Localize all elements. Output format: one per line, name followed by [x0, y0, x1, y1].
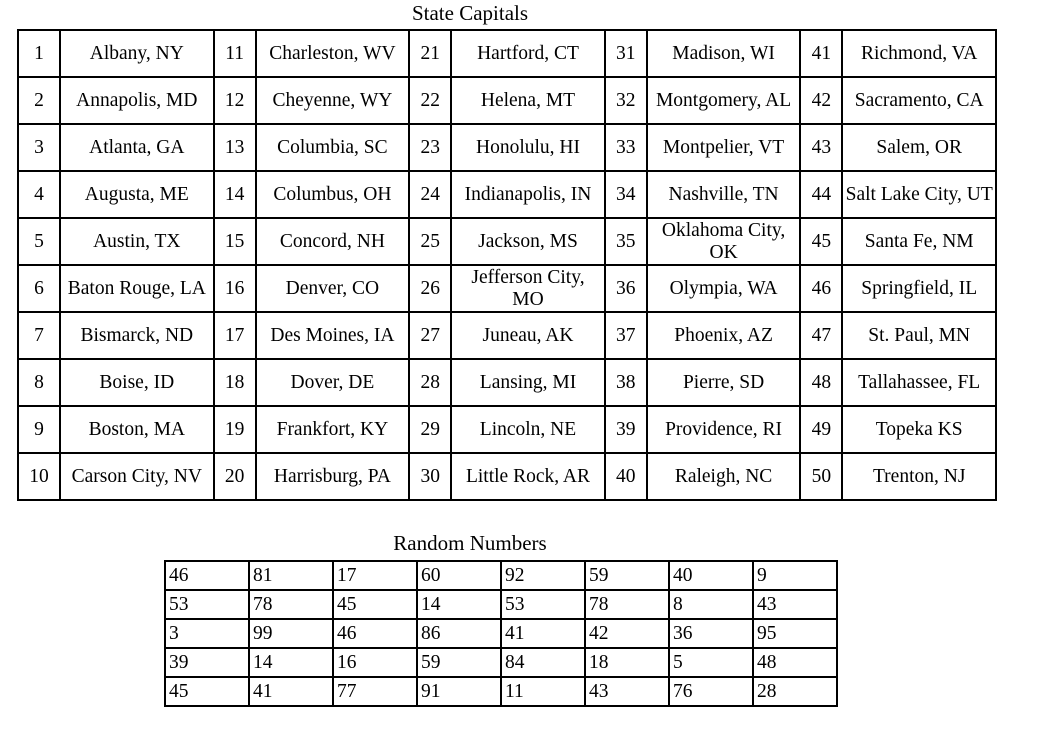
capital-number: 25: [409, 218, 451, 265]
capital-name: Pierre, SD: [647, 359, 801, 406]
capital-name: Springfield, IL: [842, 265, 996, 312]
capitals-row: [18, 312, 996, 359]
capital-number: 21: [409, 30, 451, 77]
capital-number: 6: [18, 265, 60, 312]
capital-name: Richmond, VA: [842, 30, 996, 77]
capital-number: 10: [18, 453, 60, 500]
capital-name: Raleigh, NC: [647, 453, 801, 500]
capital-number: 24: [409, 171, 451, 218]
capital-number: 22: [409, 77, 451, 124]
capitals-row: [18, 359, 996, 406]
capital-name: Dover, DE: [256, 359, 410, 406]
capitals-row: [18, 171, 996, 218]
random-number-cell: 46: [333, 619, 417, 648]
capital-number: 50: [800, 453, 842, 500]
random-row: [165, 677, 837, 706]
random-number-cell: 48: [753, 648, 837, 677]
random-number-cell: 99: [249, 619, 333, 648]
capital-name: Boise, ID: [60, 359, 214, 406]
random-number-cell: 39: [165, 648, 249, 677]
random-number-cell: 76: [669, 677, 753, 706]
random-number-cell: 14: [249, 648, 333, 677]
random-number-cell: 18: [585, 648, 669, 677]
capital-number: 33: [605, 124, 647, 171]
capitals-row: [18, 30, 996, 77]
random-number-cell: 95: [753, 619, 837, 648]
capitals-row: [18, 124, 996, 171]
capital-number: 45: [800, 218, 842, 265]
capital-name: Helena, MT: [451, 77, 605, 124]
capital-number: 39: [605, 406, 647, 453]
random-number-cell: 8: [669, 590, 753, 619]
capital-number: 28: [409, 359, 451, 406]
capital-number: 20: [214, 453, 256, 500]
capital-number: 38: [605, 359, 647, 406]
capital-number: 29: [409, 406, 451, 453]
capital-name: Providence, RI: [647, 406, 801, 453]
random-number-cell: 59: [585, 561, 669, 590]
capital-name: Lansing, MI: [451, 359, 605, 406]
capital-number: 12: [214, 77, 256, 124]
capital-name: Nashville, TN: [647, 171, 801, 218]
capital-number: 41: [800, 30, 842, 77]
capital-number: 35: [605, 218, 647, 265]
random-number-cell: 40: [669, 561, 753, 590]
capital-name: Honolulu, HI: [451, 124, 605, 171]
capital-name: Jefferson City, MO: [451, 265, 605, 312]
random-number-cell: 45: [333, 590, 417, 619]
capital-number: 26: [409, 265, 451, 312]
capital-number: 1: [18, 30, 60, 77]
random-number-cell: 60: [417, 561, 501, 590]
capital-number: 14: [214, 171, 256, 218]
capital-name: Denver, CO: [256, 265, 410, 312]
capital-number: 11: [214, 30, 256, 77]
capital-number: 5: [18, 218, 60, 265]
capital-name: Montpelier, VT: [647, 124, 801, 171]
state-capitals-table: [17, 29, 997, 501]
capital-number: 47: [800, 312, 842, 359]
capital-name: Cheyenne, WY: [256, 77, 410, 124]
capital-number: 15: [214, 218, 256, 265]
capital-name: Concord, NH: [256, 218, 410, 265]
random-numbers-title: Random Numbers: [393, 531, 547, 555]
capital-number: 7: [18, 312, 60, 359]
random-number-cell: 3: [165, 619, 249, 648]
capitals-row: [18, 265, 996, 312]
capital-number: 46: [800, 265, 842, 312]
capital-name: Boston, MA: [60, 406, 214, 453]
capital-number: 3: [18, 124, 60, 171]
capital-name: Frankfort, KY: [256, 406, 410, 453]
random-number-cell: 43: [753, 590, 837, 619]
random-number-cell: 45: [165, 677, 249, 706]
capital-number: 44: [800, 171, 842, 218]
capital-number: 36: [605, 265, 647, 312]
capital-number: 23: [409, 124, 451, 171]
random-number-cell: 59: [417, 648, 501, 677]
capital-name: Madison, WI: [647, 30, 801, 77]
capital-name: Oklahoma City, OK: [647, 218, 801, 265]
capitals-row: [18, 77, 996, 124]
capital-number: 32: [605, 77, 647, 124]
random-number-cell: 53: [501, 590, 585, 619]
capital-number: 9: [18, 406, 60, 453]
capital-name: Augusta, ME: [60, 171, 214, 218]
random-number-cell: 9: [753, 561, 837, 590]
capital-name: Topeka KS: [842, 406, 996, 453]
random-number-cell: 42: [585, 619, 669, 648]
capital-number: 27: [409, 312, 451, 359]
random-number-cell: 92: [501, 561, 585, 590]
capital-name: Atlanta, GA: [60, 124, 214, 171]
capital-name: Olympia, WA: [647, 265, 801, 312]
capital-name: Carson City, NV: [60, 453, 214, 500]
random-number-cell: 41: [501, 619, 585, 648]
random-row: [165, 561, 837, 590]
capital-number: 49: [800, 406, 842, 453]
random-number-cell: 81: [249, 561, 333, 590]
random-number-cell: 84: [501, 648, 585, 677]
capital-name: Hartford, CT: [451, 30, 605, 77]
capital-number: 48: [800, 359, 842, 406]
capital-number: 40: [605, 453, 647, 500]
capital-number: 8: [18, 359, 60, 406]
capital-number: 18: [214, 359, 256, 406]
capital-number: 42: [800, 77, 842, 124]
random-number-cell: 41: [249, 677, 333, 706]
random-row: [165, 590, 837, 619]
capital-name: Bismarck, ND: [60, 312, 214, 359]
capital-number: 2: [18, 77, 60, 124]
capital-name: Austin, TX: [60, 218, 214, 265]
capital-name: Trenton, NJ: [842, 453, 996, 500]
random-number-cell: 86: [417, 619, 501, 648]
capital-number: 30: [409, 453, 451, 500]
random-number-cell: 77: [333, 677, 417, 706]
capital-name: Albany, NY: [60, 30, 214, 77]
capital-number: 31: [605, 30, 647, 77]
random-number-cell: 43: [585, 677, 669, 706]
random-number-cell: 28: [753, 677, 837, 706]
random-number-cell: 46: [165, 561, 249, 590]
random-number-cell: 17: [333, 561, 417, 590]
random-number-cell: 11: [501, 677, 585, 706]
capital-name: Little Rock, AR: [451, 453, 605, 500]
capital-name: Annapolis, MD: [60, 77, 214, 124]
capital-name: Salem, OR: [842, 124, 996, 171]
capital-name: Des Moines, IA: [256, 312, 410, 359]
capitals-row: [18, 453, 996, 500]
random-number-cell: 14: [417, 590, 501, 619]
capital-name: Indianapolis, IN: [451, 171, 605, 218]
capital-number: 19: [214, 406, 256, 453]
random-numbers-table: [164, 560, 838, 707]
capital-number: 37: [605, 312, 647, 359]
random-number-cell: 5: [669, 648, 753, 677]
capitals-row: [18, 406, 996, 453]
capital-name: Montgomery, AL: [647, 77, 801, 124]
random-number-cell: 91: [417, 677, 501, 706]
random-number-cell: 78: [249, 590, 333, 619]
capital-name: Charleston, WV: [256, 30, 410, 77]
capital-name: Phoenix, AZ: [647, 312, 801, 359]
state-capitals-title: State Capitals: [411, 1, 529, 25]
capital-name: Santa Fe, NM: [842, 218, 996, 265]
capital-name: Lincoln, NE: [451, 406, 605, 453]
capital-number: 16: [214, 265, 256, 312]
capital-name: Columbus, OH: [256, 171, 410, 218]
capital-name: Harrisburg, PA: [256, 453, 410, 500]
random-number-cell: 78: [585, 590, 669, 619]
capital-name: Salt Lake City, UT: [842, 171, 996, 218]
capital-name: Sacramento, CA: [842, 77, 996, 124]
capital-number: 43: [800, 124, 842, 171]
capital-name: Tallahassee, FL: [842, 359, 996, 406]
capital-name: Juneau, AK: [451, 312, 605, 359]
capital-name: Baton Rouge, LA: [60, 265, 214, 312]
capital-number: 34: [605, 171, 647, 218]
capital-number: 13: [214, 124, 256, 171]
random-row: [165, 648, 837, 677]
capital-name: Jackson, MS: [451, 218, 605, 265]
random-number-cell: 36: [669, 619, 753, 648]
random-row: [165, 619, 837, 648]
capital-number: 4: [18, 171, 60, 218]
capitals-row: [18, 218, 996, 265]
capital-name: St. Paul, MN: [842, 312, 996, 359]
random-number-cell: 16: [333, 648, 417, 677]
capital-name: Columbia, SC: [256, 124, 410, 171]
random-number-cell: 53: [165, 590, 249, 619]
capital-number: 17: [214, 312, 256, 359]
